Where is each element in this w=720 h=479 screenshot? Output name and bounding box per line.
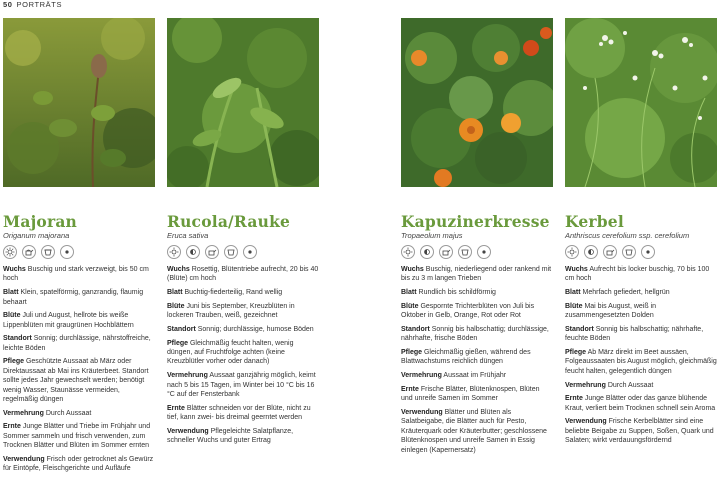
pot-icon	[41, 245, 55, 259]
plant-card-kerbel	[565, 18, 717, 450]
plant-latin-name: Origanum majorana	[3, 231, 70, 240]
pot-icon	[622, 245, 636, 259]
majoran-photo	[3, 18, 155, 187]
dot-circle-icon	[477, 245, 491, 259]
care-icons	[401, 245, 553, 259]
watering-can-icon	[603, 245, 617, 259]
sun-icon	[3, 245, 17, 259]
plant-latin-name: Tropaeolum majus	[401, 231, 463, 240]
entry-pflege: Pflege Geschützte Aussaat ab März oder Direktaussaat ab Mai ins Kräuterbeet. Standort sollte jedes Jahr gewechselt werden; benötigt wenig Wasser, Staunässe vermeiden, regelmäßig düngen	[3, 358, 149, 404]
entry-ernte: Ernte Frische Blätter, Blütenknospen, Blüten und unreife Samen im Sommer	[401, 385, 540, 403]
dot-circle-icon	[243, 245, 257, 259]
entry-vermehrung: Vermehrung Aussaat im Frühjahr	[401, 372, 507, 380]
entry-verwendung: Verwendung Blätter und Blüten als Salatbeigabe, die Blätter auch für Pesto, Kräuterquark oder Kräuterbutter; geschlossene Blütenknospen und unreife Samen in Essig einlegen (Kapernersatz)	[401, 408, 547, 454]
watering-can-icon	[439, 245, 453, 259]
plant-entries	[565, 265, 717, 446]
rucola-photo	[167, 18, 319, 187]
plant-entries	[401, 265, 553, 455]
dot-circle-icon	[641, 245, 655, 259]
pot-icon	[458, 245, 472, 259]
entry-standort: Standort Sonnig; durchlässige, nährstoffreiche, leichte Böden	[3, 335, 151, 352]
plant-latin-name: Anthriscus cerefolium ssp. cerefolium	[565, 231, 690, 240]
page-header	[3, 0, 62, 9]
entry-standort: Standort Sonnig; durchlässige, humose Böden	[167, 325, 314, 333]
entry-verwendung: Verwendung Frisch oder getrocknet als Gewürz für Eintöpfe, Fleischgerichte und Aufläufe	[3, 455, 154, 473]
page-number: 50	[3, 0, 13, 9]
kerbel-photo	[565, 18, 717, 187]
entry-vermehrung: Vermehrung Durch Aussaat	[565, 381, 654, 389]
plant-name: Majoran	[3, 212, 78, 231]
plant-name: Rucola/Rauke	[167, 212, 291, 231]
plant-card-majoran	[3, 18, 155, 478]
entry-pflege: Pflege Gleichmäßig gießen, während des Blattwachstums reichlich düngen	[401, 349, 531, 366]
sun-icon	[565, 245, 579, 259]
entry-verwendung: Verwendung Frische Kerbelblätter sind eine beliebte Beigabe zu Suppen, Soßen, Quark und Salaten; wirkt verdauungsfördernd	[565, 418, 714, 445]
entry-ernte: Ernte Blätter schneiden vor der Blüte, nicht zu tief, kann zwei- bis dreimal geerntet werden	[167, 404, 311, 422]
pot-icon	[224, 245, 238, 259]
entry-ernte: Ernte Junge Blätter und Triebe im Frühjahr und Sommer sammeln und frisch verwenden, zum Trocknen Blätter und Blüten im Sommer ernten	[3, 423, 151, 450]
plant-entries	[167, 265, 319, 446]
half-sun-icon	[420, 245, 434, 259]
section-title: PORTRÄTS	[16, 0, 63, 9]
entry-blatt: Blatt Klein, spatelförmig, ganzrandig, flaumig behaart	[3, 289, 144, 306]
half-sun-icon	[584, 245, 598, 259]
entry-pflege: Pflege Gleichmäßig feucht halten, wenig düngen, auf Fruchtfolge achten (keine Kreuzblütler vorher oder danach)	[167, 339, 294, 366]
entry-bluete: Blüte Gespornte Trichterblüten von Juli bis Oktober in Gelb, Orange, Rot oder Rot	[401, 302, 535, 320]
care-icons	[167, 245, 319, 259]
entry-bluete: Blüte Mai bis August, weiß in zusammengesetzten Dolden	[565, 302, 657, 320]
entry-ernte: Ernte Junge Blätter oder das ganze blühende Kraut, verliert beim Trocknen schnell sein Aroma	[565, 395, 716, 412]
entry-standort: Standort Sonnig bis halbschattig; nährhafte, feuchte Böden	[565, 325, 704, 343]
plant-card-kapuzinerkresse	[401, 18, 553, 459]
kapuzinerkresse-photo	[401, 18, 553, 187]
entry-wuchs: Wuchs Aufrecht bis locker buschig, 70 bis 100 cm hoch	[565, 266, 710, 283]
care-icons	[565, 245, 717, 259]
entry-wuchs: Wuchs Buschig, niederliegend oder rankend mit bis zu 3 m langen Trieben	[401, 266, 552, 283]
entry-bluete: Blüte Juli und August, hellrote bis weiße Lippenblüten mit graugrünen Hochblättern	[3, 312, 134, 329]
entry-vermehrung: Vermehrung Aussaat ganzjährig möglich, keimt nach 5 bis 15 Tagen, im Winter bei 10 °C bis 16 °C auf der Fensterbank	[167, 372, 316, 398]
entry-vermehrung: Vermehrung Durch Aussaat	[3, 409, 92, 417]
watering-can-icon	[205, 245, 219, 259]
entry-bluete: Blüte Juni bis September, Kreuzblüten in lockeren Trauben, weiß, gezeichnet	[167, 302, 295, 320]
half-sun-icon	[186, 245, 200, 259]
sun-icon	[401, 245, 415, 259]
sun-icon	[167, 245, 181, 259]
entry-wuchs: Wuchs Rosettig, Blütentriebe aufrecht, 20 bis 40 (Blüte) cm hoch	[167, 266, 319, 283]
plant-name: Kerbel	[565, 212, 624, 231]
entry-verwendung: Verwendung Pflegeleichte Salatpflanze, schneller Wuchs und guter Ertrag	[167, 427, 294, 445]
plant-card-rucola	[167, 18, 319, 450]
entry-wuchs: Wuchs Buschig und stark verzweigt, bis 50 cm hoch	[3, 266, 149, 283]
plant-latin-name: Eruca sativa	[167, 231, 209, 240]
entry-standort: Standort Sonnig bis halbschattig; durchlässige, nährhafte, frische Böden	[401, 325, 549, 343]
entry-pflege: Pflege Ab März direkt im Beet aussäen, Folgeaussaaten bis August möglich, gleichmäßig feucht halten, gelegentlich düngen	[565, 349, 717, 375]
dot-circle-icon	[60, 245, 74, 259]
watering-can-icon	[22, 245, 36, 259]
plant-name: Kapuzinerkresse	[401, 212, 550, 231]
care-icons	[3, 245, 155, 259]
plant-entries	[3, 265, 155, 474]
entry-blatt: Blatt Mehrfach gefiedert, hellgrün	[565, 289, 670, 297]
entry-blatt: Blatt Rundlich bis schildförmig	[401, 289, 496, 297]
entry-blatt: Blatt Buchtig-fiederteilig, Rand wellig	[167, 289, 283, 297]
